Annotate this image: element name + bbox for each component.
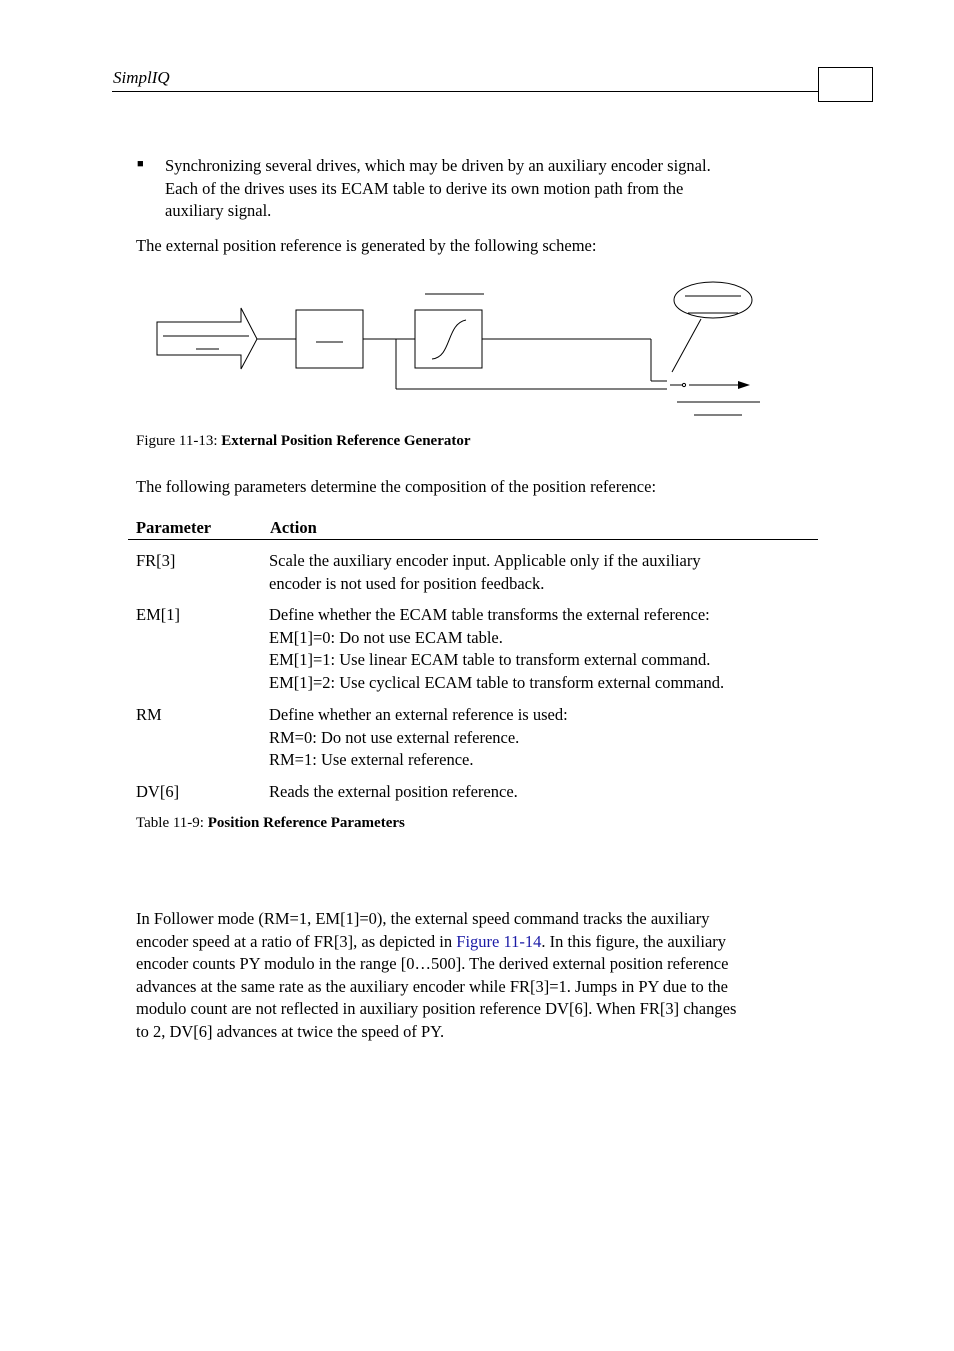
output-arrowhead-icon — [738, 381, 750, 389]
bullet-line: Synchronizing several drives, which may be driven by an auxiliary encoder signal. — [165, 156, 711, 175]
table-param: FR[3] — [136, 551, 176, 570]
table-caption-title: Position Reference Parameters — [207, 815, 405, 831]
follower-line — [136, 931, 836, 954]
table-param: EM[1] — [136, 605, 180, 624]
switch-lever — [672, 319, 701, 372]
intro-paragraph: The external position reference is generated by the following scheme: — [136, 236, 597, 255]
bullet-line: auxiliary signal. — [165, 201, 272, 220]
follower-line: advances at the same rate as the auxiliary encoder while FR[3]=1. Jumps in PY due to the — [136, 976, 728, 996]
input-arrow-shape — [157, 308, 257, 369]
table-action-line: RM=0: Do not use external reference. — [269, 727, 520, 747]
header-title: SimplIQ — [113, 68, 170, 87]
follower-line: encoder counts PY modulo in the range [0…500]. The derived external position reference — [136, 954, 729, 973]
scale-block — [296, 310, 363, 368]
table-header-action: Action — [270, 518, 317, 537]
figure-caption-prefix: Figure 11-13: — [136, 433, 222, 449]
follower-line: In Follower mode (RM=1, EM[1]=0), the external speed command tracks the auxiliary — [136, 909, 710, 928]
table-header-parameter: Parameter — [136, 518, 212, 537]
table-action-line: Scale the auxiliary encoder input. Applicable only if the auxiliary — [269, 551, 701, 570]
switch-contact — [682, 383, 685, 386]
bullet-line: Each of the drives uses its ECAM table to derive its own motion path from the — [165, 178, 684, 198]
table-action-line: EM[1]=1: Use linear ECAM table to transform external command. — [269, 650, 711, 669]
figure-link[interactable]: Figure 11-14 — [456, 931, 542, 951]
table-action-line: RM=1: Use external reference. — [269, 750, 474, 769]
table-caption — [136, 815, 405, 832]
follower-text: . In this figure, the auxiliary — [541, 931, 727, 951]
follower-paragraph — [136, 908, 836, 1043]
table-header-rule — [128, 539, 818, 540]
bullet-square-icon: ■ — [137, 158, 144, 170]
follower-line: to 2, DV[6] advances at twice the speed of PY. — [136, 1021, 445, 1041]
table-param: RM — [136, 705, 162, 724]
table-action-line: Reads the external position reference. — [269, 782, 518, 801]
figure-caption — [136, 433, 471, 450]
table-action — [269, 604, 829, 694]
table-action — [269, 704, 829, 772]
table-action-line: Define whether the ECAM table transforms the external reference: — [269, 605, 710, 624]
table-action-line: encoder is not used for position feedback. — [269, 573, 545, 593]
table-action-line: Define whether an external reference is used: — [269, 705, 568, 724]
table-intro: The following parameters determine the composition of the position reference: — [136, 477, 657, 496]
figure-caption-title: External Position Reference Generator — [221, 433, 471, 449]
table-action — [269, 550, 829, 595]
table-param: DV[6] — [136, 782, 180, 801]
table-caption-prefix: Table 11-9: — [136, 815, 208, 831]
table-action-line: EM[1]=0: Do not use ECAM table. — [269, 627, 503, 647]
ecam-curve — [432, 320, 466, 359]
follower-text: encoder speed at a ratio of FR[3], as depicted in — [136, 931, 457, 951]
table-action — [269, 781, 829, 804]
table-action-line: EM[1]=2: Use cyclical ECAM table to transform external command. — [269, 672, 725, 692]
ecam-block — [415, 310, 482, 368]
follower-line: modulo count are not reflected in auxiliary position reference DV[6]. When FR[3] changes — [136, 999, 737, 1018]
